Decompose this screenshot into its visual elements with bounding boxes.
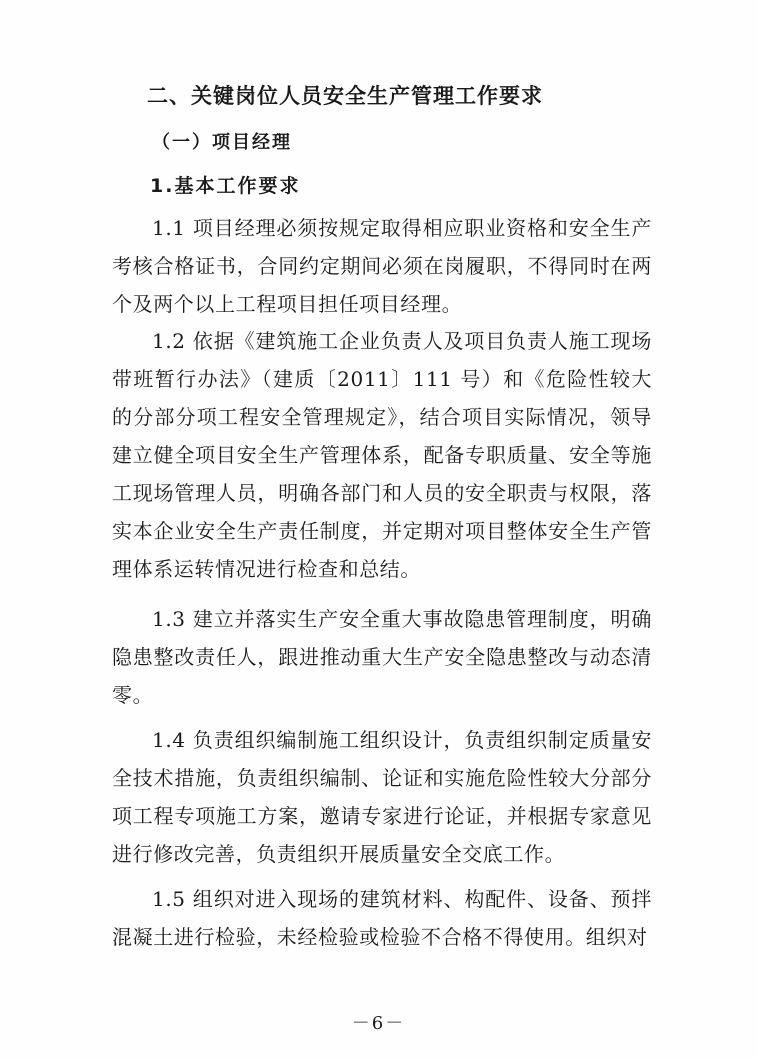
paragraph-1-3: 1.3 建立并落实生产安全重大事故隐患管理制度，明确隐患整改责任人，跟进推动重大生产安全隐患整改与动态清零。 <box>112 607 652 707</box>
paragraph-1-1: 1.1 项目经理必须按规定取得相应职业资格和安全生产考核合格证书，合同约定期间必须在岗履职，不得同时在两个及两个以上工程项目担任项目经理。 <box>112 216 652 316</box>
item-heading: 1.基本工作要求 <box>150 175 301 197</box>
subsection-heading: （一）项目经理 <box>152 132 292 153</box>
page-number: －6－ <box>351 1013 406 1034</box>
paragraph-1-4: 1.4 负责组织编制施工组织设计，负责组织制定质量安全技术措施，负责组织编制、论证和实施危险性较大分部分项工程专项施工方案，邀请专家进行论证，并根据专家意见进行修改完善，负责组织开展质量安全交底工作。 <box>112 728 652 866</box>
section-heading: 二、关键岗位人员安全生产管理工作要求 <box>147 84 543 108</box>
paragraph-1-2: 1.2 依据《建筑施工企业负责人及项目负责人施工现场带班暂行办法》（建质〔2011〕111 号）和《危险性较大的分部分项工程安全管理规定》，结合项目实际情况，领导建立健全项目安全生产管理体系，配备专职质量、安全等施工现场管理人员，明确各部门和人员的安全职责与权限，落实本企业安全生产责任制度，并定期对项目整体安全生产管理体系运转情况进行检查和总结。 <box>112 329 652 581</box>
paragraph-1-5: 1.5 组织对进入现场的建筑材料、构配件、设备、预拌混凝土进行检验，未经检验或检验不合格不得使用。组织对 <box>112 887 652 949</box>
